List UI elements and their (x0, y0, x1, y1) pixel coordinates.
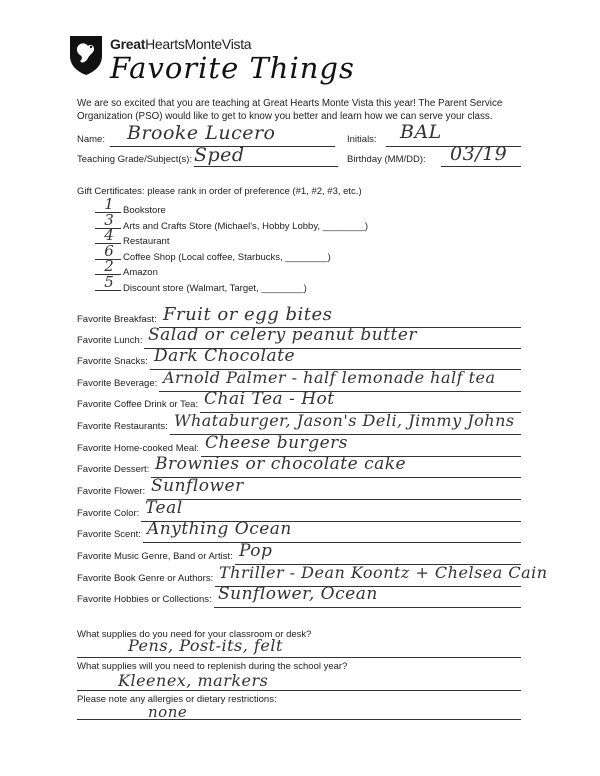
gift-item-label: Amazon (123, 267, 158, 279)
birthday-value: 03/19 (450, 143, 508, 165)
favorite-value: Anything Ocean (147, 519, 292, 539)
supplies-question-2: What supplies will you need to replenish during the school year? (77, 661, 348, 672)
favorite-label: Favorite Scent: (77, 529, 141, 540)
favorite-value: Sunflower, Ocean (218, 584, 378, 604)
page-title: Favorite Things (110, 51, 355, 85)
gift-rank-value: 2 (104, 257, 114, 276)
school-crest-logo (68, 34, 104, 76)
name-value: Brooke Lucero (127, 122, 276, 144)
supplies-line-2 (77, 690, 521, 691)
favorite-label: Favorite Flower: (77, 486, 146, 497)
shield-icon (68, 34, 104, 76)
favorite-label: Favorite Book Genre or Authors: (77, 573, 214, 584)
grade-line (194, 166, 338, 167)
gift-item-label: Discount store (Walmart, Target, ________) (123, 283, 307, 294)
favorite-label: Favorite Dessert: (77, 464, 150, 475)
favorite-value: Cheese burgers (205, 433, 349, 453)
gift-rank-line (95, 290, 121, 291)
favorite-value: Salad or celery peanut butter (148, 325, 418, 345)
favorite-line (214, 607, 521, 608)
favorite-value: Thriller - Dean Koontz + Chelsea Cain (219, 563, 548, 582)
grade-value: Sped (194, 144, 245, 166)
supplies-question-1: What supplies do you need for your classroom or desk? (77, 629, 312, 640)
gift-item-label: Arts and Crafts Store (Michael's, Hobby Lobby, ________) (123, 220, 369, 232)
gift-rank-value: 1 (104, 195, 114, 213)
gift-rank-value: 6 (104, 241, 114, 260)
brand-bold: Great (110, 36, 146, 52)
gift-item-label: Restaurant (123, 236, 170, 248)
gift-item-label: Coffee Shop (Local coffee, Starbucks, ________) (123, 251, 331, 263)
gift-rank-value: 4 (104, 226, 114, 245)
favorite-value: Teal (145, 498, 183, 518)
gift-heading: Gift Certificates: please rank in order of preference (#1, #2, #3, etc.) (77, 186, 362, 197)
favorite-value: Brownies or chocolate cake (155, 454, 407, 474)
favorite-value: Chai Tea - Hot (204, 389, 335, 409)
favorite-label: Favorite Hobbies or Collections: (77, 594, 212, 605)
favorite-label: Favorite Home-cooked Meal: (77, 443, 199, 454)
gift-item-label: Bookstore (123, 205, 166, 216)
favorite-label: Favorite Coffee Drink or Tea: (77, 399, 199, 410)
supplies-line-3 (77, 719, 521, 720)
supplies-line-1 (77, 657, 521, 658)
brand-rest: HeartsMonteVista (145, 36, 252, 52)
gift-rank-value: 5 (104, 273, 114, 291)
name-label: Name: (77, 134, 105, 145)
favorite-value: Arnold Palmer - half lemonade half tea (163, 368, 496, 387)
supplies-answer-3: none (148, 703, 188, 721)
supplies-answer-2: Kleenex, markers (118, 671, 269, 690)
favorite-value: Pop (239, 541, 273, 561)
birthday-label: Birthday (MM/DD): (347, 154, 426, 165)
favorite-line (147, 499, 521, 500)
favorite-label: Favorite Beverage: (77, 378, 158, 389)
favorite-value: Sunflower (151, 476, 244, 496)
favorite-label: Favorite Snacks: (77, 356, 148, 367)
intro-line-2: Organization (PSO) would like to get to know you better and learn how we can serve your class. (77, 111, 493, 122)
favorite-value: Dark Chocolate (154, 346, 296, 366)
grade-label: Teaching Grade/Subject(s): (77, 154, 193, 165)
favorite-value: Whataburger, Jason's Deli, Jimmy Johns (174, 411, 515, 430)
favorite-label: Favorite Color: (77, 508, 140, 519)
intro-line-1: We are so excited that you are teaching at Great Hearts Monte Vista this year! The Parent Service (77, 98, 503, 109)
birthday-line (441, 166, 521, 167)
favorite-label: Favorite Music Genre, Band or Artist: (77, 551, 233, 562)
gift-rank-value: 3 (104, 210, 114, 229)
favorite-label: Favorite Breakfast: (77, 314, 157, 325)
initials-value: BAL (400, 121, 442, 143)
favorite-line (143, 542, 521, 543)
supplies-question-3: Please note any allergies or dietary restrictions: (77, 694, 277, 705)
favorite-value: Fruit or egg bites (163, 304, 333, 325)
initials-label: Initials: (347, 134, 377, 145)
favorite-label: Favorite Lunch: (77, 335, 143, 346)
supplies-answer-1: Pens, Post-its, felt (128, 636, 283, 655)
favorite-label: Favorite Restaurants: (77, 421, 168, 432)
brand-name (110, 36, 251, 52)
